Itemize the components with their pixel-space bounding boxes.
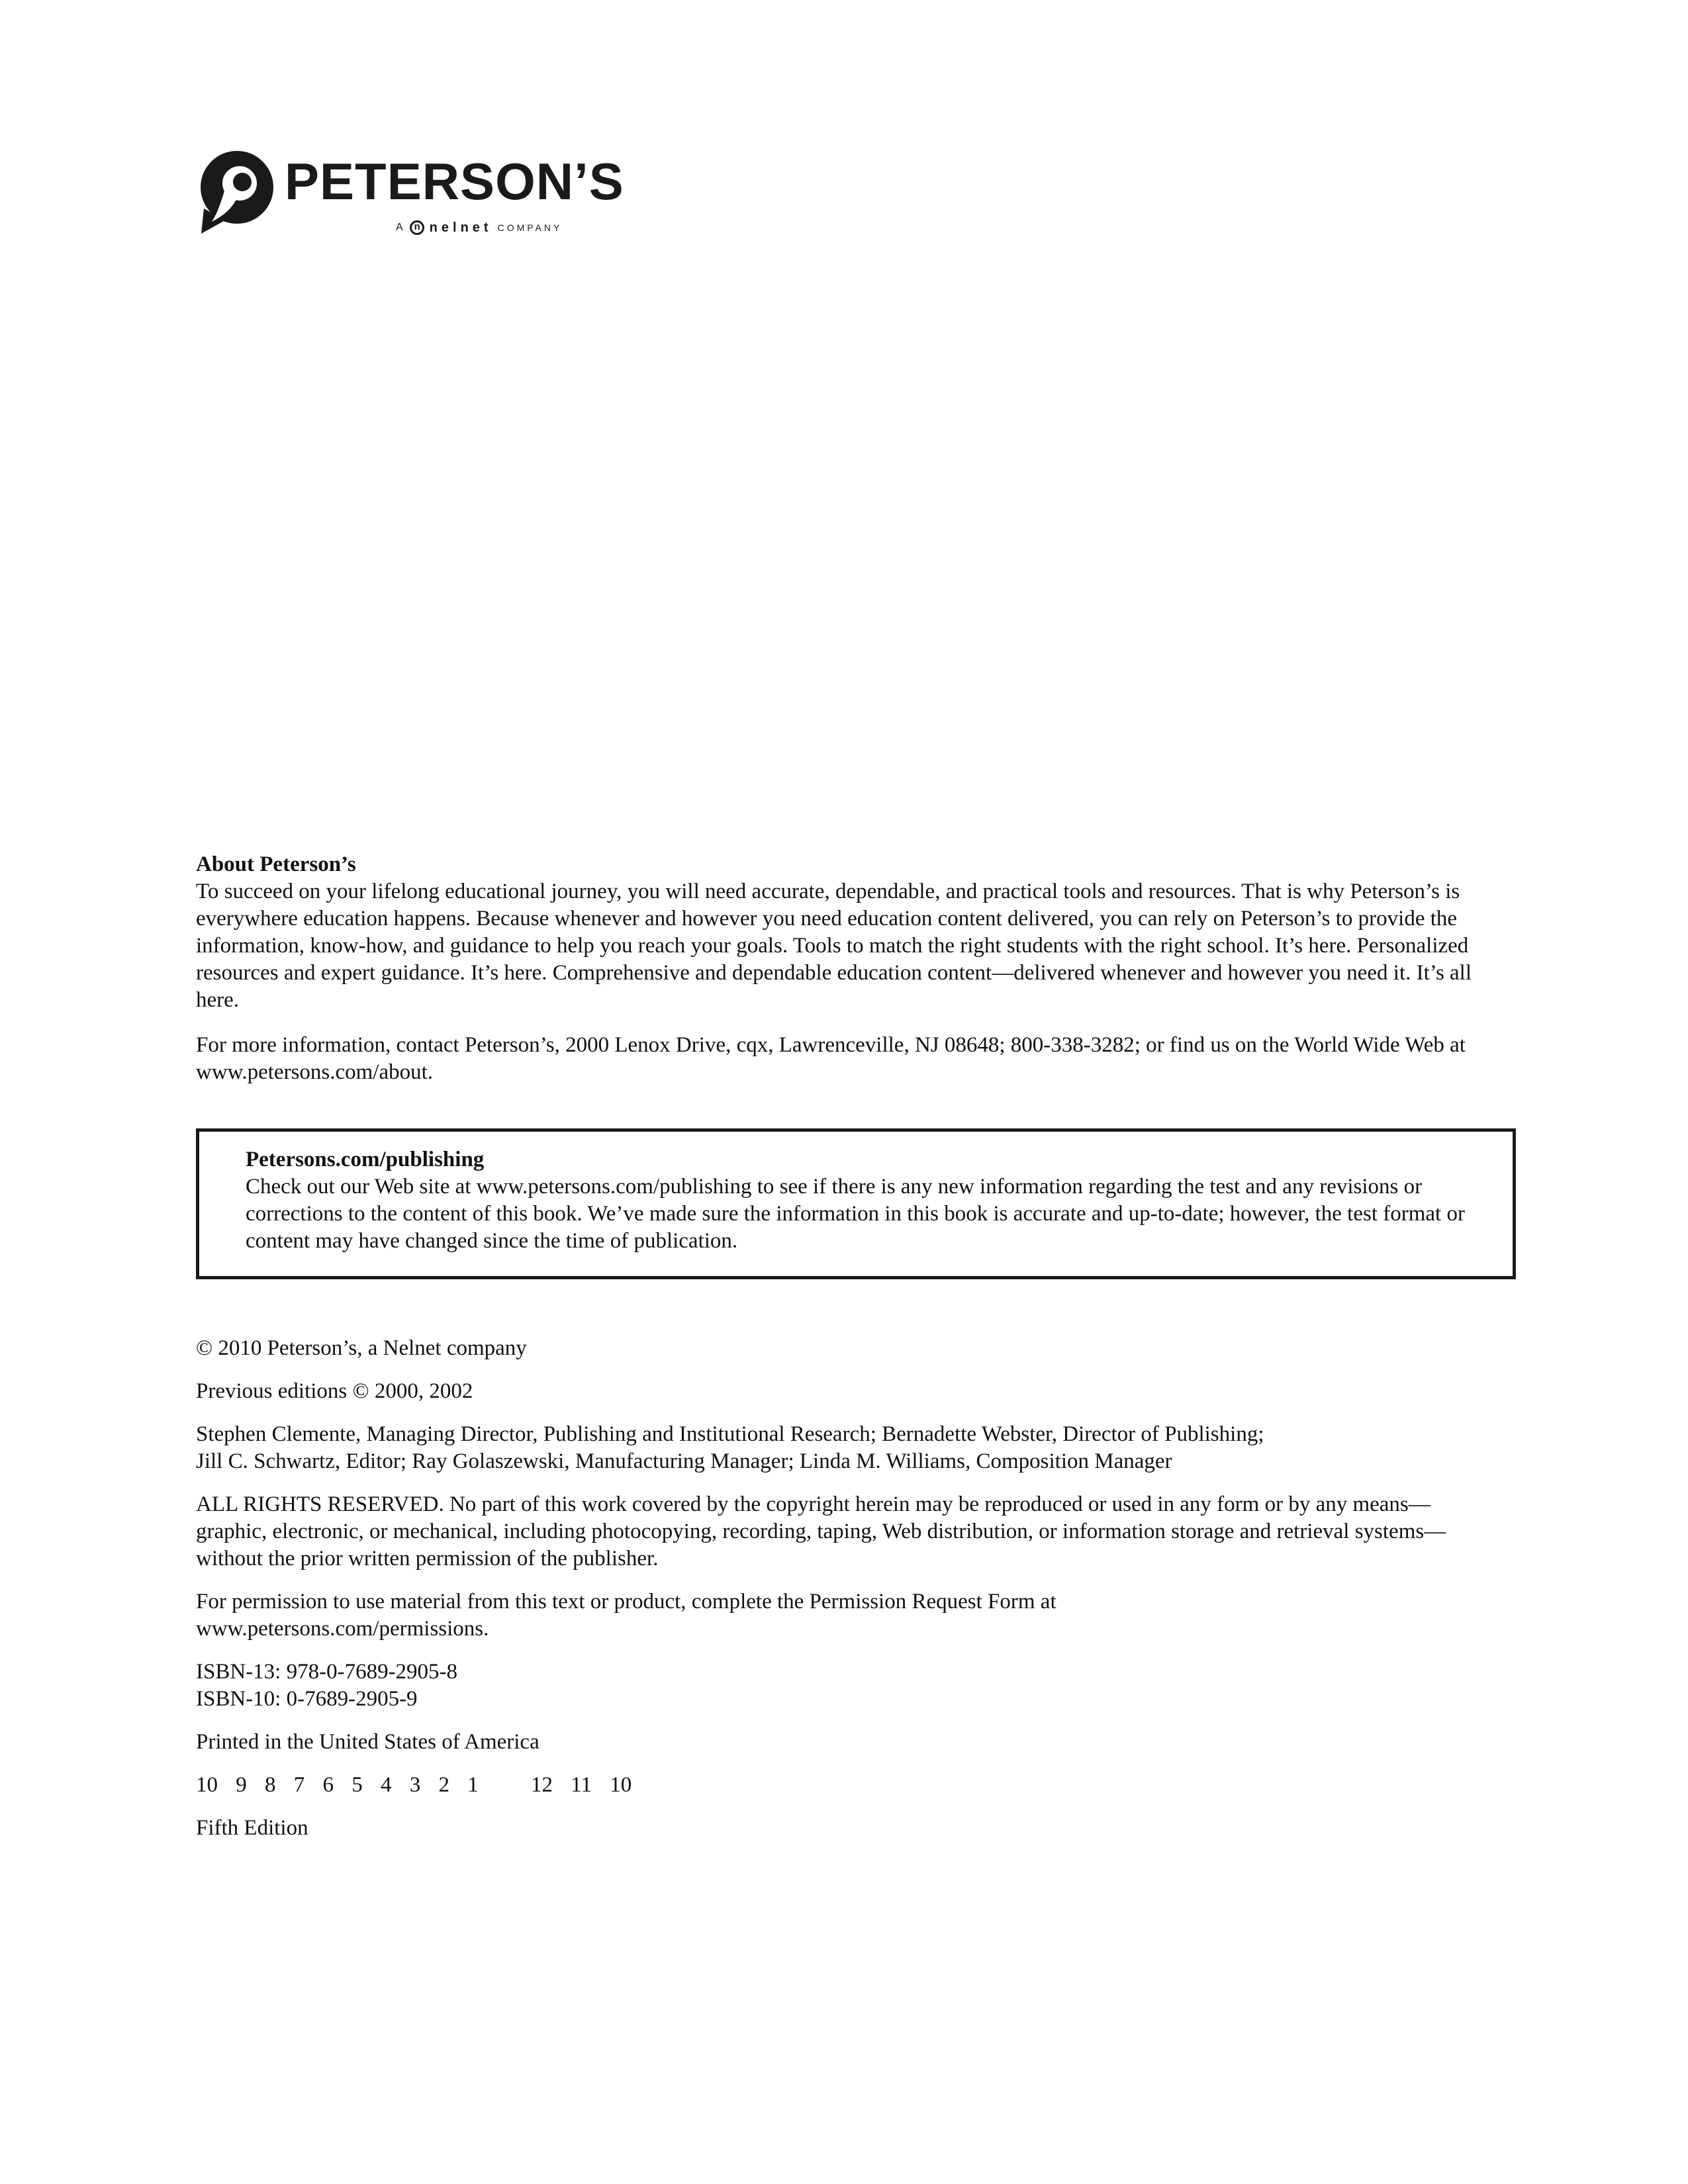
printed-in: Printed in the United States of America <box>196 1730 539 1754</box>
publishing-callout-box <box>196 1128 1516 1279</box>
logo-tagline-a: A <box>396 222 404 233</box>
about-heading: About Peterson’s <box>196 852 356 876</box>
permission-url: www.petersons.com/permissions. <box>196 1617 489 1641</box>
print-number: 6 <box>322 1773 334 1797</box>
copyright-line: © 2010 Peterson’s, a Nelnet company <box>196 1336 527 1360</box>
petersons-logo-mark-icon <box>199 149 278 235</box>
isbn-block <box>196 1659 1493 1713</box>
credits-line-1: Stephen Clemente, Managing Director, Publishing and Institutional Research; Bernadette Webster, Director of Publishing; <box>196 1422 1264 1446</box>
about-body: To succeed on your lifelong educational journey, you will need accurate, dependable, and practical tools and resources. That is why Peterson’s is everywhere education happens. Because whenever and however you need education content delivered, you can rely on Peterson’s to provide the information, know-how, and guidance to help you reach your goals. Tools to match the right students with the right school. It’s here. Personalized resources and expert guidance. It’s here. Comprehensive and dependable education content—delivered whenever and however you need it. It’s all here. <box>196 880 1472 1012</box>
previous-editions-line: Previous editions © 2000, 2002 <box>196 1379 473 1403</box>
print-number: 3 <box>409 1773 421 1797</box>
nelnet-mark-icon <box>410 220 424 235</box>
logo-tagline <box>396 220 562 235</box>
print-number: 9 <box>236 1773 247 1797</box>
logo-tagline-company: COMPANY <box>497 222 563 233</box>
print-number: 10 <box>196 1773 218 1797</box>
year-number: 12 <box>531 1773 553 1797</box>
logo-wordmark: PETERSON’S <box>285 152 624 210</box>
permission-block <box>196 1588 1493 1643</box>
year-number: 11 <box>571 1773 592 1797</box>
print-number: 7 <box>293 1773 305 1797</box>
print-number: 4 <box>381 1773 392 1797</box>
print-number: 1 <box>467 1773 479 1797</box>
isbn-13: ISBN-13: 978-0-7689-2905-8 <box>196 1660 458 1684</box>
rights-reserved: ALL RIGHTS RESERVED. No part of this work covered by the copyright herein may be reproduced or used in any form or by any means—graphic, electronic, or mechanical, including photocopying, recording, taping, Web distribution, or information storage and retrieval systems—without the prior written permission of the publisher. <box>196 1492 1446 1570</box>
callout-heading: Petersons.com/publishing <box>246 1148 485 1171</box>
about-section <box>196 851 1493 1086</box>
publisher-logo <box>199 149 622 248</box>
callout-body: Check out our Web site at www.petersons.com/publishing to see if there is any new information regarding the test and any revisions or corrections to the content of this book. We’ve made sure the information in this book is accurate and up-to-date; however, the test format or content may have changed since the time of publication. <box>246 1175 1465 1253</box>
print-number: 2 <box>438 1773 449 1797</box>
credits-block <box>196 1421 1493 1475</box>
imprint-section <box>196 1335 1493 1858</box>
print-number: 5 <box>352 1773 363 1797</box>
edition-line: Fifth Edition <box>196 1816 308 1840</box>
print-number: 8 <box>265 1773 276 1797</box>
permission-line-1: For permission to use material from this text or product, complete the Permission Request Form at <box>196 1590 1056 1614</box>
credits-line-2: Jill C. Schwartz, Editor; Ray Golaszewski, Manufacturing Manager; Linda M. Williams, Composition Manager <box>196 1449 1172 1473</box>
logo-tagline-brand: nelnet <box>429 220 492 235</box>
isbn-10: ISBN-10: 0-7689-2905-9 <box>196 1687 418 1711</box>
printing-line <box>196 1772 1493 1799</box>
about-contact: For more information, contact Peterson’s, 2000 Lenox Drive, cqx, Lawrenceville, NJ 08648; 800-338-3282; or find us on the World Wide Web at www.petersons.com/about. <box>196 1033 1466 1084</box>
year-number: 10 <box>610 1773 632 1797</box>
